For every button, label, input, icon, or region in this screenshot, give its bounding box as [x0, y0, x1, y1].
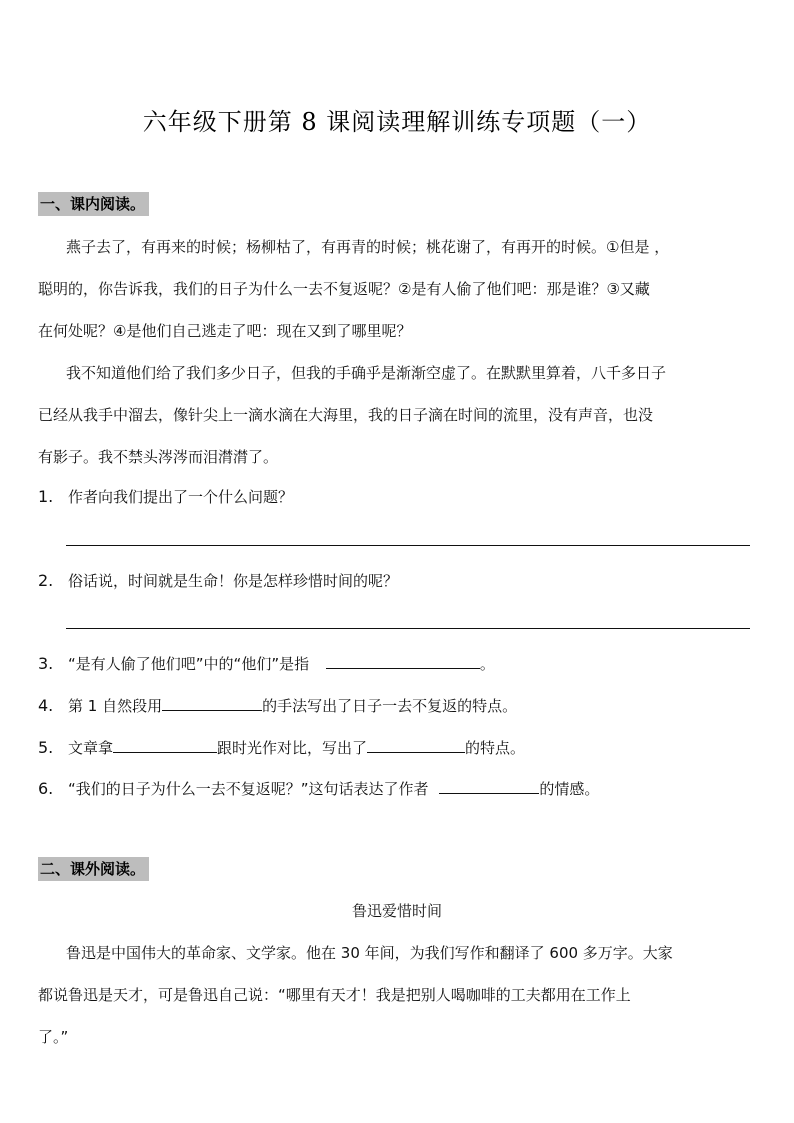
- article-line: 鲁迅是中国伟大的革命家、文学家。他在 30 年间，为我们写作和翻译了 600 多万字。大家: [66, 944, 673, 962]
- passage-line: 我不知道他们给了我们多少日子，但我的手确乎是渐渐空虚了。在默默里算着，八千多日子: [66, 364, 667, 382]
- answer-line-2[interactable]: [66, 628, 750, 629]
- article-paragraph-1: [38, 932, 756, 1058]
- question-6: 6. “我们的日子为什么一去不复返呢？”这句话表达了作者 的情感。: [38, 779, 600, 798]
- question-2: 2. 俗话说，时间就是生命！你是怎样珍惜时间的呢？: [38, 571, 399, 590]
- fill-blank[interactable]: [113, 736, 217, 753]
- question-4: 4. 第 1 自然段用 的手法写出了日子一去不复返的特点。: [38, 696, 518, 715]
- section-heading-in-class-reading: 一、课内阅读。: [38, 192, 149, 216]
- passage-line: 在何处呢？④是他们自己逃走了吧：现在又到了哪里呢？: [38, 322, 412, 340]
- passage-line: 燕子去了，有再来的时候；杨柳枯了，有再青的时候；桃花谢了，有再开的时候。①但是 ，: [66, 238, 670, 256]
- passage-paragraph-2: [38, 352, 756, 478]
- fill-blank[interactable]: [367, 736, 465, 753]
- question-5: 5. 文章拿 跟时光作对比，写出了 的特点。: [38, 738, 526, 757]
- passage-line: 有影子。我不禁头涔涔而泪潸潸了。: [38, 448, 279, 466]
- section-heading-extra-reading: 二、课外阅读。: [38, 857, 149, 881]
- question-3: 3. “是有人偷了他们吧”中的“他们”是指 。: [38, 654, 495, 673]
- question-1: 1. 作者向我们提出了一个什么问题？: [38, 487, 294, 506]
- passage-paragraph-1: [38, 226, 756, 352]
- article-title: 鲁迅爱惜时间: [351, 902, 442, 920]
- page-title: 六年级下册第 8 课阅读理解训练专项题（一）: [142, 108, 652, 136]
- passage-line: 已经从我手中溜去，像针尖上一滴水滴在大海里，我的日子滴在时间的流里，没有声音，也没: [38, 406, 654, 424]
- article-line: 了。”: [38, 1028, 69, 1046]
- fill-blank[interactable]: [162, 694, 262, 711]
- fill-blank[interactable]: [439, 777, 539, 794]
- article-line: 都说鲁迅是天才，可是鲁迅自己说：“哪里有天才！我是把别人喝咖啡的工夫都用在工作上: [38, 986, 631, 1004]
- passage-line: 聪明的，你告诉我，我们的日子为什么一去不复返呢？②是有人偷了他们吧：那是谁？③又藏: [38, 280, 650, 298]
- answer-line-1[interactable]: [66, 545, 750, 546]
- fill-blank[interactable]: [326, 652, 480, 669]
